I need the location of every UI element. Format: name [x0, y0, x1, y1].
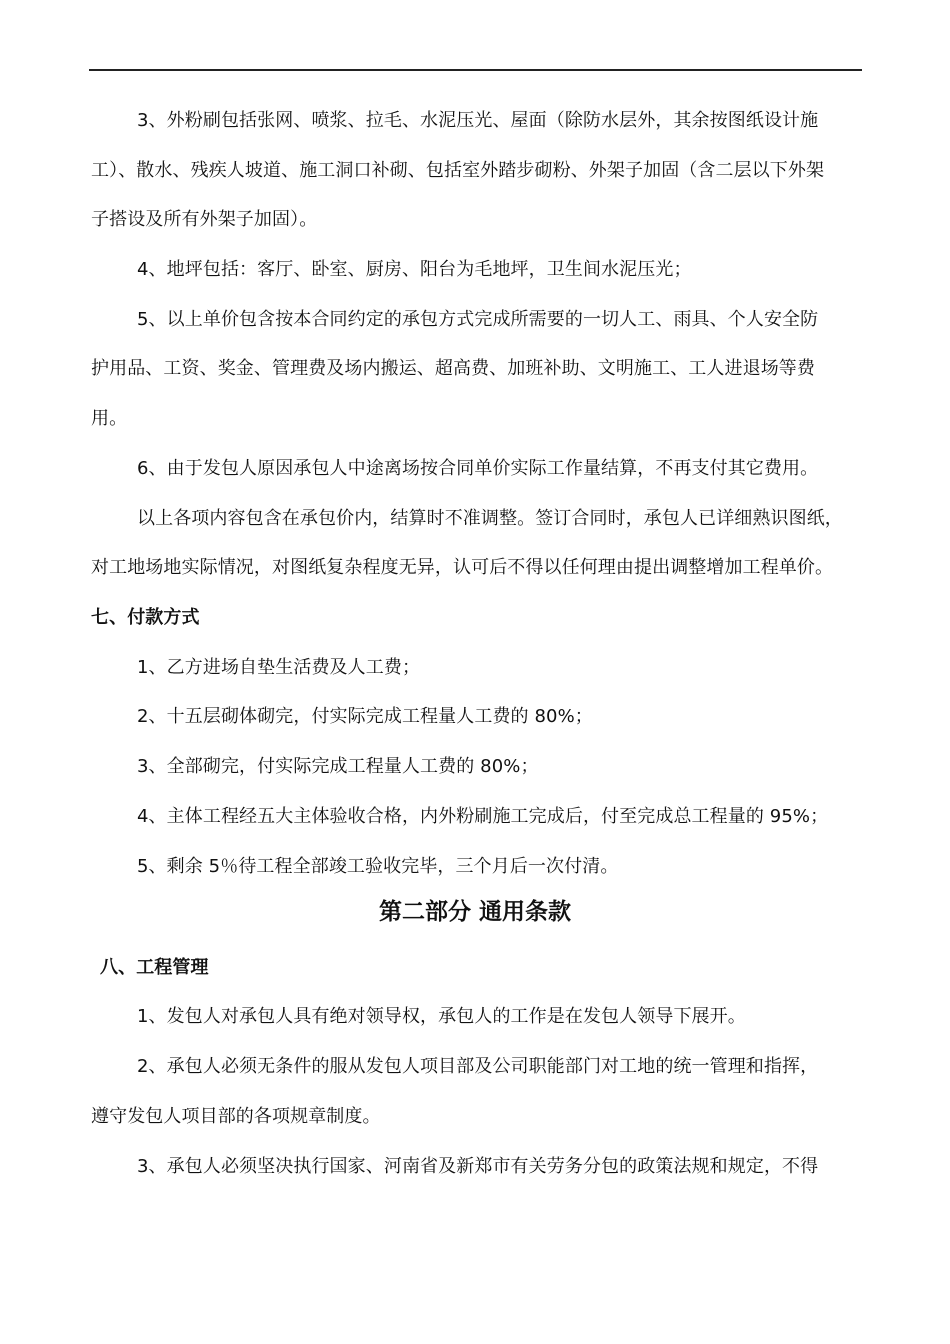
management-item-3-line-1: 3、承包人必须坚决执行国家、河南省及新郑市有关劳务分包的政策法规和规定，不得	[137, 1156, 819, 1177]
paragraph-5-line-1: 5、以上单价包含按本合同约定的承包方式完成所需要的一切人工、雨具、个人安全防	[137, 309, 819, 330]
paragraph-summary-line-2: 对工地场地实际情况，对图纸复杂程度无异，认可后不得以任何理由提出调整增加工程单价。	[91, 557, 834, 578]
part-2-title: 第二部分 通用条款	[378, 899, 571, 925]
payment-item-4: 4、主体工程经五大主体验收合格，内外粉刷施工完成后，付至完成总工程量的 95%；	[137, 806, 829, 827]
paragraph-5-line-2: 护用品、工资、奖金、管理费及场内搬运、超高费、加班补助、文明施工、工人进退场等费	[91, 358, 815, 379]
payment-item-5: 5、剩余 5％待工程全部竣工验收完毕，三个月后一次付清。	[137, 856, 619, 877]
paragraph-4: 4、地坪包括：客厅、卧室、厨房、阳台为毛地坪，卫生间水泥压光；	[137, 259, 692, 280]
paragraph-6: 6、由于发包人原因承包人中途离场按合同单价实际工作量结算，不再支付其它费用。	[137, 458, 819, 479]
payment-item-2: 2、十五层砌体砌完，付实际完成工程量人工费的 80%；	[137, 706, 593, 727]
paragraph-3-line-2: 工）、散水、残疾人坡道、施工洞口补砌、包括室外踏步砌粉、外架子加固（含二层以下外架	[91, 160, 825, 181]
paragraph-3-line-3: 子搭设及所有外架子加固）。	[91, 209, 318, 230]
management-item-1: 1、发包人对承包人具有绝对领导权，承包人的工作是在发包人领导下展开。	[137, 1006, 746, 1027]
payment-item-3: 3、全部砌完，付实际完成工程量人工费的 80%；	[137, 756, 539, 777]
section-7-heading: 七、付款方式	[91, 607, 200, 628]
header-rule	[89, 69, 862, 71]
management-item-2-line-1: 2、承包人必须无条件的服从发包人项目部及公司职能部门对工地的统一管理和指挥，	[137, 1056, 819, 1077]
section-8-heading: 八、工程管理	[100, 957, 209, 978]
paragraph-summary-line-1: 以上各项内容包含在承包价内，结算时不准调整。签订合同时，承包人已详细熟识图纸，	[137, 508, 843, 529]
payment-item-1: 1、乙方进场自垫生活费及人工费；	[137, 657, 421, 678]
paragraph-3-line-1: 3、外粉刷包括张网、喷浆、拉毛、水泥压光、屋面（除防水层外，其余按图纸设计施	[137, 110, 819, 131]
management-item-2-line-2: 遵守发包人项目部的各项规章制度。	[91, 1106, 381, 1127]
paragraph-5-line-3: 用。	[91, 408, 128, 429]
